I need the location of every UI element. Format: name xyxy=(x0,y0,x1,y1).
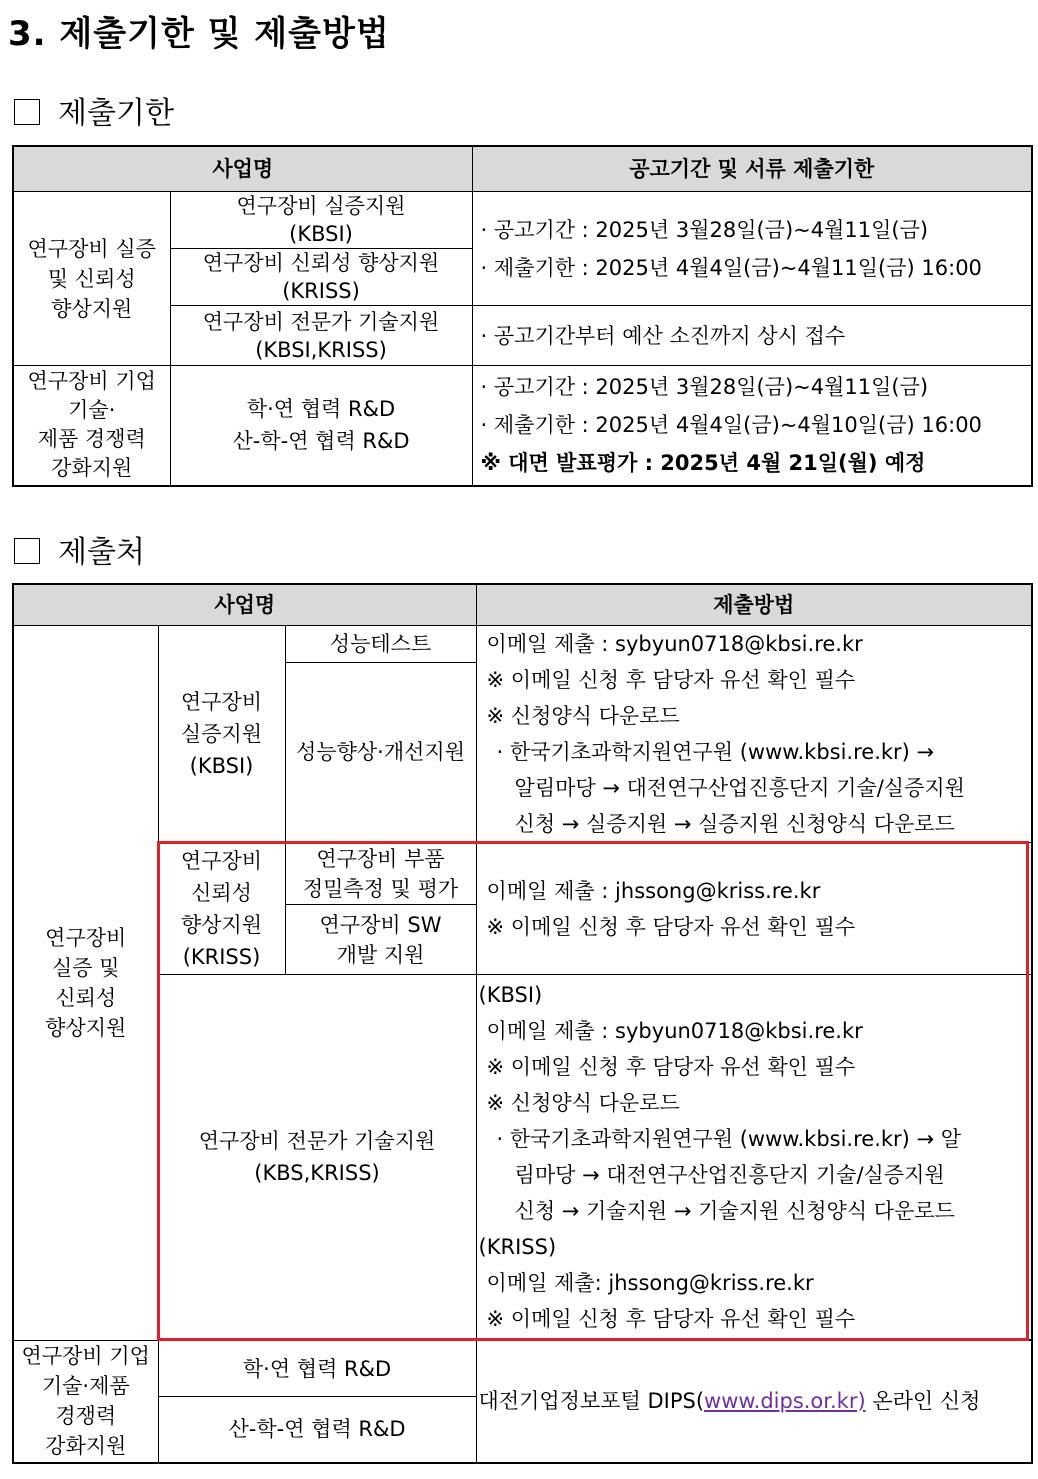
group2-name-line: 산-학-연 협력 R&D xyxy=(232,429,410,454)
method-line: 신청 → 실증지원 → 실증지원 신청양식 다운로드 xyxy=(514,812,955,836)
row12-deadline-cell xyxy=(472,192,1032,306)
group1-label-line: 향상지원 xyxy=(51,296,133,321)
kriss-sub-sw xyxy=(285,905,476,975)
header-deadline: 공고기간 및 서류 제출기한 xyxy=(472,146,1032,192)
kbsi-sub-improvement: 성능향상·개선지원 xyxy=(285,662,476,842)
main-label-line: 실증 및 xyxy=(51,956,120,980)
corp-label-line: 경쟁력 xyxy=(55,1404,117,1429)
corp-label-line: 기술·제품 xyxy=(41,1374,130,1399)
group2-label-line: 연구장비 기업 xyxy=(27,369,156,394)
row3-name-line: (KBSI,KRISS) xyxy=(255,337,387,362)
method-line: 신청 → 기술지원 → 기술지원 신청양식 다운로드 xyxy=(514,1199,955,1223)
row3-name-cell xyxy=(170,306,472,366)
header-method: 제출방법 xyxy=(476,584,1032,626)
method-line: ※ 이메일 신청 후 담당자 유선 확인 필수 xyxy=(486,914,856,939)
dips-link[interactable]: www.dips.or.kr) xyxy=(704,1389,866,1414)
kbsi-method-cell xyxy=(476,626,1032,843)
group2-label-line: 기술· xyxy=(68,398,116,423)
kriss-sub-precision xyxy=(285,843,476,905)
method-line: 이메일 제출 : sybyun0718@kbsi.re.kr xyxy=(486,1019,863,1043)
corp-sub-industry: 산-학-연 협력 R&D xyxy=(158,1397,476,1463)
method-line: (KBSI) xyxy=(478,983,543,1007)
kriss-label-cell xyxy=(158,843,285,975)
checkbox-square-icon xyxy=(14,99,40,125)
method-line: 림마당 → 대전연구산업진흥단지 기술/실증지원 xyxy=(514,1163,945,1187)
method-line: 이메일 제출: jhssong@kriss.re.kr xyxy=(486,1271,814,1295)
header-business-name: 사업명 xyxy=(13,584,476,626)
row2-name-cell xyxy=(170,249,472,306)
method-line: (KRISS) xyxy=(478,1235,557,1259)
group2-label-line: 제품 경쟁력 xyxy=(37,427,146,452)
main-label-line: 향상지원 xyxy=(45,1016,127,1040)
kriss-label-line: 신뢰성 xyxy=(191,880,252,905)
row2-name-line: 연구장비 신뢰성 향상지원 xyxy=(202,251,440,275)
kriss-sub-line: 개발 지원 xyxy=(336,942,425,967)
kriss-label-line: (KRISS) xyxy=(182,944,261,969)
expert-method-cell xyxy=(476,975,1032,1340)
main-label-cell xyxy=(13,626,158,1341)
section-title-submission xyxy=(14,527,145,571)
group2-name-cell xyxy=(170,366,472,486)
kriss-label-line: 향상지원 xyxy=(180,912,263,937)
group1-label-line: 및 신뢰성 xyxy=(47,266,136,291)
corp-method-cell xyxy=(476,1341,1032,1463)
group1-label-line: 연구장비 실증 xyxy=(27,236,156,261)
corp-label-line: 연구장비 기업 xyxy=(21,1344,150,1369)
kriss-method-cell xyxy=(476,843,1032,975)
method-line: ※ 이메일 신청 후 담당자 유선 확인 필수 xyxy=(486,1055,856,1079)
page-title: 3. 제출기한 및 제출방법 xyxy=(8,14,390,54)
group2-label-line: 강화지원 xyxy=(51,456,133,481)
row3-deadline-cell: · 공고기간부터 예산 소진까지 상시 접수 xyxy=(472,306,1032,366)
corp-label-cell xyxy=(13,1341,158,1463)
row1-name-line: (KBSI) xyxy=(289,222,353,246)
corp-method-text: 대전기업정보포털 DIPS( xyxy=(478,1389,705,1414)
row1-name-cell xyxy=(170,192,472,249)
group1-label-cell xyxy=(13,192,170,366)
kriss-sub-line: 연구장비 SW xyxy=(319,912,442,937)
deadline-line: · 제출기한 : 2025년 4월4일(금)~4월10일(금) 16:00 xyxy=(480,413,982,438)
corp-method-text: 온라인 신청 xyxy=(865,1389,981,1414)
kriss-sub-line: 연구장비 부품 xyxy=(316,846,445,871)
method-line: ※ 이메일 신청 후 담당자 유선 확인 필수 xyxy=(486,668,856,692)
presentation-note: ※ 대면 발표평가 : 2025년 4월 21일(월) 예정 xyxy=(480,451,926,476)
method-line: 이메일 제출 : sybyun0718@kbsi.re.kr xyxy=(486,632,863,656)
method-line: 이메일 제출 : jhssong@kriss.re.kr xyxy=(486,878,821,903)
section-title-text: 제출기한 xyxy=(58,96,174,131)
main-label-line: 연구장비 xyxy=(45,926,127,950)
kriss-label-line: 연구장비 xyxy=(180,848,263,873)
expert-label-line: 연구장비 전문가 기술지원 xyxy=(198,1129,436,1153)
method-line: ※ 이메일 신청 후 담당자 유선 확인 필수 xyxy=(486,1307,856,1331)
kbsi-label-line: 연구장비 xyxy=(180,690,263,714)
kbsi-label-line: 실증지원 xyxy=(180,722,263,746)
method-line: · 한국기초과학지원연구원 (www.kbsi.re.kr) → xyxy=(496,740,935,764)
corp-sub-academic: 학·연 협력 R&D xyxy=(158,1341,476,1397)
expert-label-line: (KBS,KRISS) xyxy=(254,1161,380,1185)
submission-table xyxy=(12,583,1033,1464)
method-line: ※ 신청양식 다운로드 xyxy=(486,1091,680,1115)
group2-label-cell xyxy=(13,366,170,486)
deadline-line: · 공고기간 : 2025년 3월28일(금)~4월11일(금) xyxy=(480,375,929,400)
deadline-table xyxy=(12,145,1033,487)
row3-name-line: 연구장비 전문가 기술지원 xyxy=(202,309,440,334)
header-business-name: 사업명 xyxy=(13,146,472,192)
deadline-line: · 공고기간 : 2025년 3월28일(금)~4월11일(금) xyxy=(480,217,929,242)
method-line: · 한국기초과학지원연구원 (www.kbsi.re.kr) → 알 xyxy=(496,1127,962,1151)
section-title-text: 제출처 xyxy=(58,535,145,570)
kbsi-sub-performance-test: 성능테스트 xyxy=(285,626,476,663)
deadline-line: · 제출기한 : 2025년 4월4일(금)~4월11일(금) 16:00 xyxy=(480,255,982,280)
expert-label-cell xyxy=(158,975,476,1340)
method-line: 알림마당 → 대전연구산업진흥단지 기술/실증지원 xyxy=(514,776,965,800)
group2-deadline-cell xyxy=(472,366,1032,486)
checkbox-square-icon xyxy=(14,538,40,564)
row1-name-line: 연구장비 실증지원 xyxy=(236,194,406,218)
kbsi-label-line: (KBSI) xyxy=(189,754,254,778)
kriss-sub-line: 정밀측정 및 평가 xyxy=(302,876,459,901)
group2-name-line: 학·연 협력 R&D xyxy=(246,397,396,422)
row2-name-line: (KRISS) xyxy=(282,279,360,303)
corp-label-line: 강화지원 xyxy=(45,1434,127,1459)
section-title-deadline xyxy=(14,88,174,132)
kbsi-label-cell xyxy=(158,626,285,843)
method-line: ※ 신청양식 다운로드 xyxy=(486,704,680,728)
main-label-line: 신뢰성 xyxy=(55,986,117,1010)
